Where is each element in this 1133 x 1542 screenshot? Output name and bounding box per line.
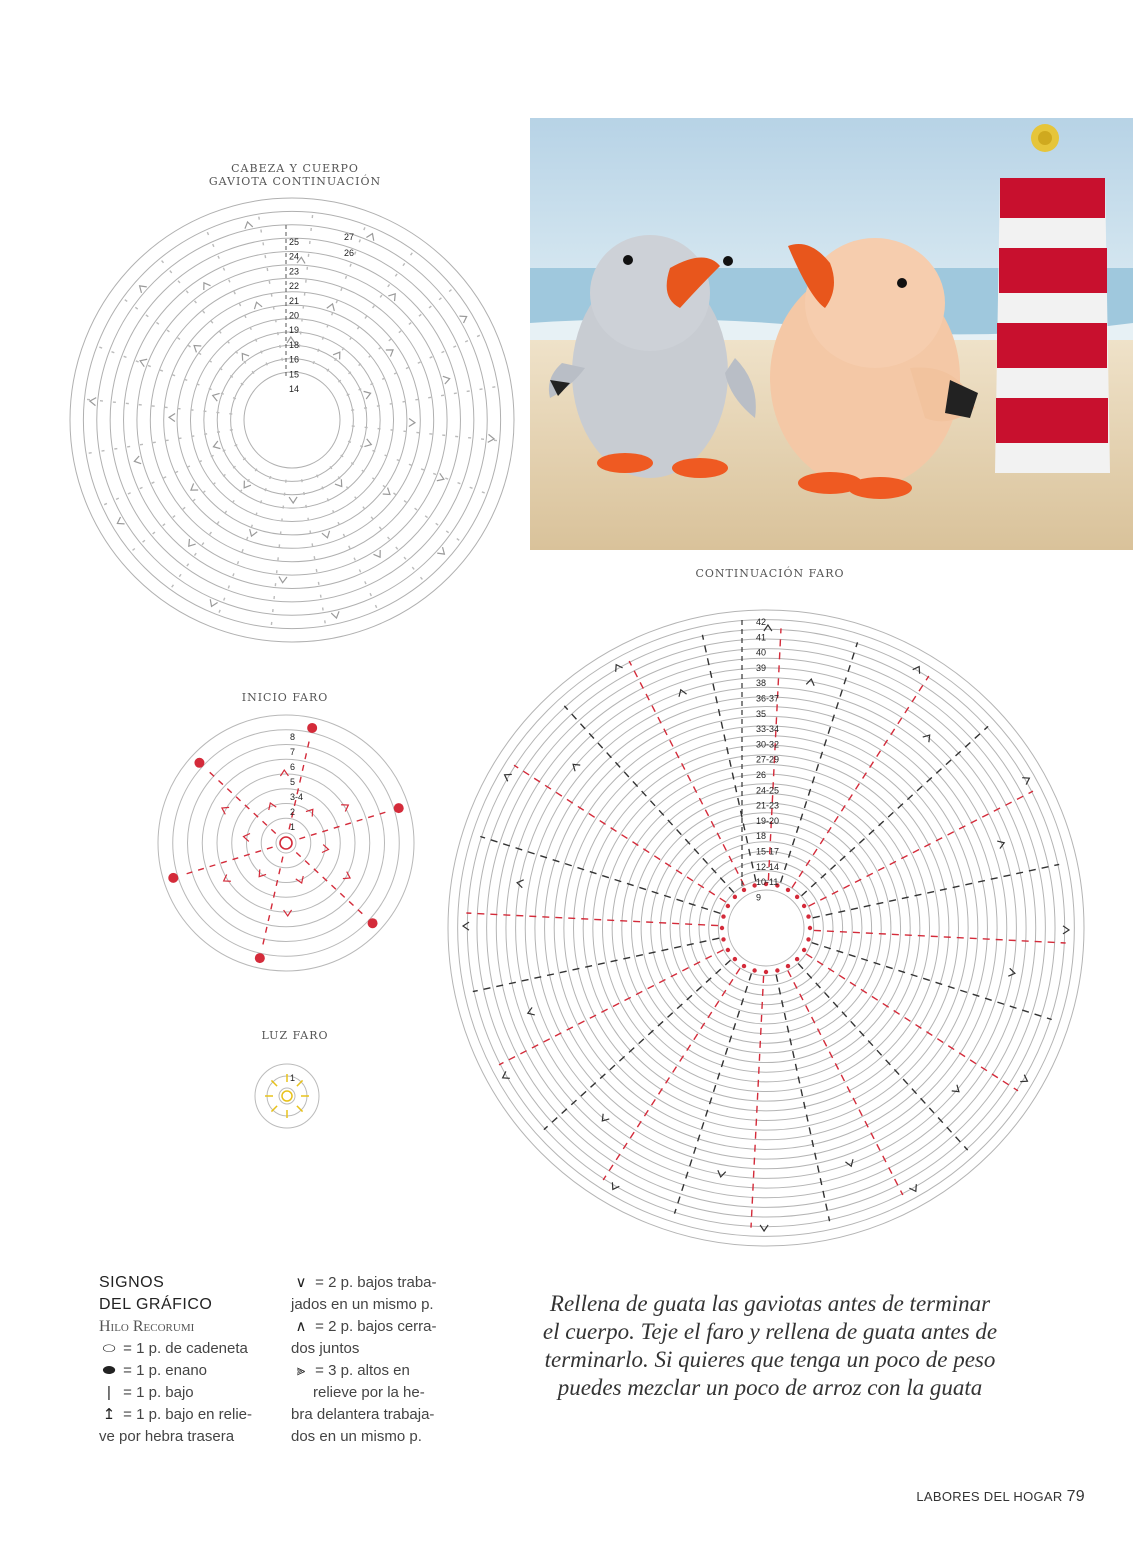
round-ring: [217, 345, 367, 495]
legend-item-text-2: ve por hebra trasera: [99, 1428, 235, 1445]
round-number: 18: [289, 339, 300, 350]
round-number: 33-34: [756, 724, 780, 735]
stitch-spoke: [262, 857, 283, 951]
cabeza-title-line1: CABEZA Y CUERPO: [231, 162, 359, 175]
single-crochet-bar-icon: |: [107, 1384, 111, 1401]
stitch-dot: [726, 948, 730, 952]
round-number: 40: [756, 647, 767, 658]
decrease-mark: [437, 473, 445, 483]
legend-item-text-1: = 3 p. altos en: [315, 1362, 410, 1379]
photo-illustration: [530, 118, 1133, 550]
stitch-dot: [733, 957, 737, 961]
decrease-mark: [327, 303, 337, 311]
decrease-mark: [364, 389, 372, 399]
decrease-mark: [139, 357, 147, 367]
round-number: 38: [756, 678, 767, 689]
decrease-mark: [366, 232, 376, 241]
round-ring: [255, 1064, 319, 1128]
round-number: 7: [290, 747, 296, 757]
stitch-spoke: [317, 475, 381, 616]
stitch-spoke: [117, 294, 243, 385]
round-ring: [718, 880, 813, 975]
decrease-mark: [248, 529, 258, 537]
stitch-spoke: [330, 466, 428, 586]
decrease-mark: [169, 413, 175, 421]
legend-item-text-1: = 1 p. bajo en relie-: [123, 1406, 253, 1423]
stitch-spoke: [78, 399, 232, 414]
decrease-mark: [244, 221, 253, 229]
stitch-dot: [752, 968, 756, 972]
round-number: 39: [756, 662, 767, 673]
continuacion-chart: [448, 610, 1084, 1246]
legend-item-altos-relieve-3: [291, 1404, 481, 1426]
legend-item-altos-relieve: [291, 1360, 481, 1382]
decrease-mark: [289, 497, 297, 503]
legend-subtitle: Hilo Recorumi: [99, 1318, 195, 1335]
round-number: 22: [289, 281, 300, 292]
stitch-spoke: [296, 853, 366, 918]
round-number: 23: [289, 266, 300, 277]
decrease-mark: [364, 439, 372, 448]
chain-ring: [282, 1091, 292, 1101]
legend-item-text-2: dos juntos: [291, 1340, 360, 1357]
stitch-dot: [721, 937, 725, 941]
stitch-dot: [742, 888, 746, 892]
round-number: 15: [289, 369, 300, 380]
round-number: 6: [290, 762, 296, 772]
round-ring: [689, 851, 842, 1004]
legend-item-bajo-relieve-cont: [99, 1426, 269, 1448]
magazine-name: LABORES DEL HOGAR: [916, 1489, 1063, 1504]
decrease-mark: [331, 611, 340, 619]
round-number: 35: [756, 708, 767, 719]
round-number: 1: [290, 1073, 296, 1083]
decrease-mark: [1063, 926, 1069, 934]
stitch-spoke: [341, 455, 467, 546]
round-number: 18: [756, 831, 767, 842]
decrease-mark: [760, 1225, 768, 1231]
stitch-spoke: [204, 224, 268, 365]
stitch-dot: [764, 970, 768, 974]
stitch-spoke: [205, 768, 275, 833]
round-ring: [467, 629, 1064, 1226]
stitch-spoke: [126, 458, 246, 556]
round-ring: [150, 278, 433, 561]
legend-item-text-2: relieve por la he-: [313, 1384, 425, 1401]
round-number: 14: [289, 384, 300, 394]
stitch-dot: [806, 937, 810, 941]
round-number: 41: [756, 632, 767, 643]
stitch-dot: [733, 895, 737, 899]
round-number: 3-4: [290, 792, 304, 802]
stitch-dot: [808, 926, 812, 930]
legend-item-cadeneta: [99, 1338, 269, 1360]
legend-right-column: [291, 1272, 481, 1448]
triple-arrow-icon: ⫸: [296, 1362, 306, 1379]
inicio-chart-title: INICIO FARO: [241, 691, 329, 704]
puff-cluster: [194, 758, 204, 768]
round-number: 21-23: [756, 800, 780, 811]
round-number: 20: [289, 310, 300, 321]
round-number: 9: [756, 892, 762, 903]
chain-ring: [280, 837, 292, 849]
puff-cluster: [307, 723, 317, 733]
round-number: 19-20: [756, 815, 780, 826]
increase-v-icon: ∨: [295, 1274, 307, 1291]
back-loop-arrow-icon: ↥: [102, 1406, 116, 1423]
round-ring: [232, 789, 341, 898]
stuffing-tip-quote: Rellena de guata las gaviotas antes de terminar el cuerpo. Teje el faro y rellena de guata antes de terminarlo. Si quieres que tenga un poco de peso puedes mezclar un poco de arroz con la guata: [542, 1291, 998, 1400]
legend-item-text-1: = 2 p. bajos traba-: [315, 1274, 437, 1291]
legend-item-bajo: [99, 1382, 269, 1404]
amigurumi-photo: [530, 118, 1133, 550]
round-number: 12-14: [756, 861, 780, 872]
legend-item-aumento: [291, 1272, 481, 1294]
round-ring: [728, 890, 804, 966]
stitch-dot: [795, 957, 799, 961]
legend-title-line2: DEL GRÁFICO: [99, 1296, 213, 1313]
round-ring: [516, 678, 1017, 1179]
legend-item-text-1: = 2 p. bajos cerra-: [315, 1318, 437, 1335]
decrease-mark: [208, 599, 218, 608]
stitch-dot: [786, 964, 790, 968]
round-number: 42: [756, 617, 767, 627]
stitch-dot: [775, 968, 779, 972]
decrease-mark: [322, 531, 331, 539]
round-ring: [276, 833, 296, 853]
stitch-spoke: [352, 426, 506, 441]
stitch-dot: [720, 926, 724, 930]
legend-item-aumento-cont: [291, 1294, 481, 1316]
round-number: 8: [290, 732, 296, 742]
decrease-mark: [133, 456, 141, 465]
decrease-mark: [280, 770, 288, 776]
round-number: 19: [289, 325, 300, 336]
round-number: 16: [289, 354, 300, 365]
round-ring: [709, 871, 824, 986]
round-ring: [622, 784, 910, 1072]
legend-left-column: [99, 1272, 269, 1448]
round-number: 24-25: [756, 785, 780, 796]
cabeza-chart: [70, 198, 514, 642]
legend-item-text-3: bra delantera trabaja-: [291, 1406, 435, 1423]
decrease-caret-icon: ∧: [295, 1318, 307, 1335]
decrease-mark: [443, 375, 451, 384]
decrease-mark: [279, 577, 287, 583]
stitch-mark: [271, 1106, 277, 1112]
luz-chart: [255, 1064, 319, 1128]
stitch-spoke: [156, 254, 254, 374]
chain-oval-open-icon: ⬭: [102, 1340, 116, 1357]
stitch-spoke: [347, 332, 488, 396]
round-ring: [217, 774, 355, 912]
round-number: 2: [290, 807, 296, 817]
legend-item-disminucion-cont: [291, 1338, 481, 1360]
legend-title-line1: SIGNOS: [99, 1274, 165, 1291]
round-ring: [448, 610, 1084, 1246]
stitch-dot: [721, 914, 725, 918]
stitch-mark: [271, 1080, 277, 1086]
legend-item-text: = 1 p. de cadeneta: [123, 1340, 248, 1357]
puff-cluster: [168, 873, 178, 883]
round-number: 26: [344, 248, 355, 258]
decrease-mark: [284, 910, 292, 916]
decrease-mark: [488, 434, 495, 443]
stitch-mark: [297, 1080, 303, 1086]
round-number: 27: [344, 232, 355, 242]
round-number: 5: [290, 777, 296, 787]
continuacion-chart-title: CONTINUACIÓN FARO: [695, 567, 845, 580]
round-ring: [535, 697, 997, 1159]
round-number: 24: [289, 251, 300, 262]
stitch-dot: [806, 914, 810, 918]
legend-item-enano: [99, 1360, 269, 1382]
round-number: 25: [289, 237, 300, 247]
stitch-spoke: [338, 284, 458, 382]
round-number: 21: [289, 295, 300, 306]
round-number: 15-17: [756, 846, 780, 857]
decrease-mark: [212, 441, 220, 451]
puff-cluster: [368, 918, 378, 928]
legend-item-text: = 1 p. enano: [123, 1362, 207, 1379]
decrease-mark: [409, 419, 415, 427]
round-ring: [247, 804, 326, 883]
stitch-spoke: [166, 469, 257, 595]
stitch-dot: [726, 904, 730, 908]
stitch-spoke: [298, 206, 313, 360]
luz-chart-title: LUZ FARO: [261, 1029, 329, 1042]
round-number: 1: [290, 822, 296, 832]
round-ring: [202, 759, 370, 927]
legend-item-altos-relieve-4: [291, 1426, 481, 1448]
stitch-spoke: [96, 445, 237, 509]
puff-cluster: [255, 953, 265, 963]
round-ring: [602, 764, 929, 1091]
slip-stitch-oval-filled-icon: ⬬: [102, 1362, 116, 1379]
legend-item-text: = 1 p. bajo: [123, 1384, 194, 1401]
round-number: 26: [756, 770, 767, 780]
page-number: 79: [1066, 1488, 1085, 1505]
legend-item-altos-relieve-2: [291, 1382, 481, 1404]
round-ring: [261, 818, 311, 868]
round-number: 36-37: [756, 693, 780, 704]
round-ring: [173, 730, 400, 957]
stitch-spoke: [327, 245, 418, 371]
legend-item-text-2: jados en un mismo p.: [291, 1296, 434, 1313]
stitch-dot: [802, 948, 806, 952]
legend-item-text-4: dos en un mismo p.: [291, 1428, 422, 1445]
round-number: 30-32: [756, 739, 780, 750]
decrease-mark: [463, 922, 469, 930]
legend-item-bajo-relieve: [99, 1404, 269, 1426]
stitch-dot: [795, 895, 799, 899]
stitch-mark: [297, 1106, 303, 1112]
round-number: 10-11: [756, 877, 779, 888]
inicio-chart: [158, 715, 414, 971]
stitch-dot: [802, 904, 806, 908]
legend-item-disminucion: [291, 1316, 481, 1338]
stitch-dot: [786, 888, 790, 892]
decrease-mark: [253, 301, 262, 309]
decrease-mark: [90, 397, 97, 406]
puff-cluster: [394, 803, 404, 813]
round-ring: [110, 238, 474, 602]
page-footer: [916, 1488, 1085, 1506]
cabeza-title-line2: GAVIOTA CONTINUACIÓN: [208, 175, 382, 188]
stitch-dot: [742, 964, 746, 968]
round-ring: [158, 715, 414, 971]
stitch-spoke: [271, 480, 286, 634]
round-number: 27-29: [756, 754, 780, 765]
decrease-mark: [212, 392, 220, 401]
